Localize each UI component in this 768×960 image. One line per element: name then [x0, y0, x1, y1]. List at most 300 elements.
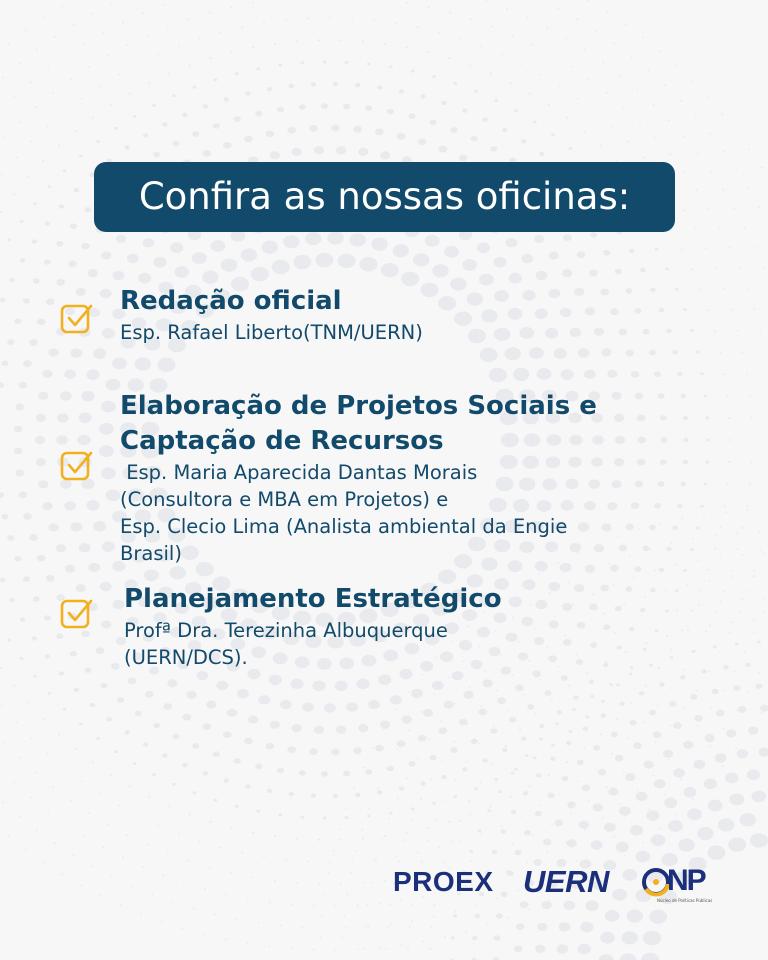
background-dot	[700, 289, 702, 291]
background-dot	[664, 794, 666, 796]
background-dot	[645, 685, 647, 687]
background-dot	[517, 641, 519, 643]
background-dot	[527, 704, 534, 710]
background-dot	[491, 26, 493, 28]
background-dot	[453, 914, 457, 917]
background-dot	[192, 743, 199, 749]
background-dot	[251, 267, 269, 281]
background-dot	[148, 796, 150, 798]
checkbox-check-icon	[60, 449, 94, 483]
background-dot	[640, 268, 645, 272]
background-dot	[589, 604, 598, 611]
background-dot	[107, 824, 109, 826]
background-dot	[323, 61, 327, 64]
background-dot	[192, 252, 207, 264]
background-dot	[584, 49, 586, 51]
background-dot	[645, 642, 647, 644]
background-dot	[723, 665, 728, 669]
background-dot	[202, 271, 218, 284]
background-dot	[595, 767, 597, 769]
background-dot	[335, 949, 337, 951]
background-dot	[556, 944, 568, 953]
background-dot	[355, 850, 357, 852]
background-dot	[549, 620, 559, 628]
background-dot	[566, 117, 568, 119]
background-dot	[27, 176, 29, 178]
background-dot	[728, 417, 730, 419]
background-dot	[353, 787, 355, 789]
background-dot	[387, 109, 394, 115]
background-dot	[186, 691, 196, 699]
background-dot	[451, 127, 458, 133]
background-dot	[182, 763, 187, 767]
background-dot	[540, 679, 542, 681]
background-dot	[252, 877, 254, 879]
background-dot	[47, 185, 51, 188]
background-dot	[383, 728, 385, 730]
background-dot	[719, 652, 721, 654]
background-dot	[19, 63, 21, 65]
background-dot	[692, 81, 694, 83]
background-dot	[56, 279, 65, 286]
background-dot	[88, 66, 90, 68]
background-dot	[521, 815, 523, 817]
background-dot	[601, 713, 606, 717]
background-dot	[83, 835, 85, 837]
background-dot	[411, 689, 423, 698]
background-dot	[631, 823, 633, 825]
background-dot	[462, 259, 477, 271]
background-dot	[432, 802, 436, 805]
background-dot	[214, 914, 216, 916]
background-dot	[85, 667, 92, 673]
background-dot	[700, 505, 704, 508]
background-dot	[386, 926, 388, 928]
background-dot	[752, 620, 754, 622]
background-dot	[351, 861, 353, 863]
background-dot	[76, 584, 86, 592]
background-dot	[483, 117, 488, 121]
background-dot	[692, 798, 694, 800]
background-dot	[616, 683, 620, 686]
background-dot	[469, 686, 471, 688]
background-dot	[644, 596, 646, 598]
background-dot	[210, 821, 212, 823]
background-dot	[409, 926, 411, 928]
background-dot	[519, 729, 521, 731]
background-dot	[474, 90, 478, 93]
background-dot	[537, 923, 547, 931]
background-dot	[193, 791, 197, 794]
background-dot	[435, 819, 437, 821]
background-dot	[642, 329, 649, 335]
background-dot	[668, 120, 670, 122]
background-dot	[614, 632, 616, 634]
background-dot	[719, 352, 721, 354]
background-dot	[114, 127, 118, 130]
background-dot	[369, 808, 371, 810]
background-dot	[474, 787, 478, 790]
background-dot	[561, 776, 568, 782]
background-dot	[523, 791, 528, 795]
background-dot	[658, 667, 660, 669]
background-dot	[465, 931, 467, 933]
background-dot	[158, 358, 176, 372]
background-dot	[515, 684, 524, 691]
background-dot	[422, 941, 424, 943]
background-dot	[569, 730, 573, 733]
background-dot	[432, 75, 436, 78]
background-dot	[88, 269, 98, 277]
background-dot	[535, 811, 542, 817]
background-dot	[118, 74, 120, 76]
background-dot	[15, 404, 24, 411]
background-dot	[305, 232, 321, 245]
background-dot	[759, 549, 761, 551]
background-dot	[498, 790, 502, 793]
background-dot	[100, 683, 107, 689]
background-dot	[335, 905, 337, 907]
background-dot	[683, 569, 687, 572]
background-dot	[522, 290, 535, 301]
background-dot	[636, 789, 638, 791]
background-dot	[521, 63, 523, 65]
background-dot	[649, 910, 667, 924]
background-dot	[61, 873, 63, 875]
background-dot	[364, 926, 366, 928]
background-dot	[116, 235, 126, 243]
background-dot	[182, 113, 187, 117]
background-dot	[318, 39, 320, 41]
background-dot	[759, 747, 768, 756]
background-dot	[43, 17, 45, 19]
background-dot	[549, 289, 561, 298]
background-dot	[695, 116, 697, 118]
background-dot	[646, 810, 659, 821]
background-dot	[63, 708, 67, 711]
background-dot	[624, 855, 626, 857]
background-dot	[747, 510, 749, 512]
background-dot	[594, 328, 604, 336]
background-dot	[79, 543, 91, 552]
background-dot	[88, 563, 100, 572]
background-dot	[569, 147, 573, 150]
background-dot	[31, 738, 33, 740]
background-dot	[168, 805, 170, 807]
background-dot	[512, 844, 514, 846]
background-dot	[44, 259, 51, 265]
background-dot	[102, 32, 104, 34]
background-dot	[563, 234, 572, 241]
background-dot	[759, 330, 761, 332]
background-dot	[454, 703, 456, 705]
background-dot	[345, 61, 349, 64]
background-dot	[442, 101, 447, 105]
background-dot	[746, 373, 748, 375]
background-dot	[477, 242, 490, 253]
background-dot	[25, 30, 27, 32]
background-dot	[620, 804, 622, 806]
background-dot	[56, 241, 63, 247]
background-dot	[455, 780, 457, 782]
background-dot	[256, 67, 260, 70]
background-dot	[764, 553, 766, 555]
background-dot	[406, 47, 408, 49]
background-dot	[336, 726, 346, 734]
background-dot	[427, 840, 429, 842]
background-dot	[9, 278, 14, 282]
background-dot	[23, 298, 30, 304]
background-dot	[554, 820, 563, 827]
background-dot	[441, 721, 443, 723]
background-dot	[587, 0, 589, 1]
background-dot	[389, 65, 393, 68]
background-dot	[267, 789, 272, 793]
background-dot	[548, 104, 550, 106]
background-dot	[454, 312, 472, 326]
background-dot	[411, 70, 415, 73]
background-dot	[270, 151, 280, 159]
background-dot	[654, 779, 666, 788]
background-dot	[722, 690, 724, 692]
background-dot	[324, 893, 326, 895]
background-dot	[470, 18, 472, 20]
background-dot	[570, 812, 572, 814]
background-dot	[603, 250, 610, 256]
background-dot	[329, 17, 331, 19]
background-dot	[633, 577, 635, 579]
background-dot	[52, 786, 54, 788]
background-dot	[290, 948, 292, 950]
background-dot	[534, 713, 536, 715]
background-dot	[490, 805, 492, 807]
background-dot	[345, 816, 349, 819]
background-dot	[690, 329, 694, 332]
background-dot	[698, 604, 700, 606]
background-dot	[750, 417, 752, 419]
background-dot	[29, 534, 38, 541]
background-dot	[110, 774, 112, 776]
background-dot	[681, 630, 683, 632]
background-dot	[38, 392, 48, 400]
background-dot	[93, 348, 106, 359]
background-dot	[178, 833, 180, 835]
workshop-title: Planejamento Estratégico	[124, 584, 502, 614]
background-dot	[665, 267, 669, 270]
workshop-title: Redação oficial	[120, 286, 342, 316]
background-dot	[462, 108, 467, 112]
background-dot	[708, 800, 723, 812]
background-dot	[373, 859, 375, 861]
background-dot	[729, 632, 731, 634]
background-dot	[255, 111, 262, 117]
background-dot	[453, 741, 455, 743]
background-dot	[723, 288, 725, 290]
background-dot	[746, 287, 748, 289]
background-dot	[7, 43, 9, 45]
background-dot	[7, 639, 11, 642]
background-dot	[719, 227, 721, 229]
background-dot	[649, 350, 656, 356]
background-dot	[162, 4, 164, 6]
background-dot	[513, 368, 529, 381]
background-dot	[746, 505, 748, 507]
background-dot	[418, 139, 427, 146]
background-dot	[751, 791, 766, 803]
background-dot	[32, 636, 37, 640]
background-dot	[600, 932, 615, 944]
background-dot	[749, 395, 751, 397]
background-dot	[551, 824, 553, 826]
background-dot	[61, 5, 63, 7]
background-dot	[379, 947, 381, 949]
workshop-title: Elaboração de Projetos Sociais e Captação de Recursos	[120, 391, 597, 456]
background-dot	[340, 39, 342, 41]
background-dot	[417, 852, 419, 854]
background-dot	[111, 663, 120, 670]
background-dot	[639, 691, 644, 695]
background-dot	[358, 724, 368, 732]
background-dot	[390, 695, 402, 704]
background-dot	[327, 232, 343, 245]
background-dot	[70, 79, 72, 81]
background-dot	[506, 8, 508, 10]
background-dot	[629, 249, 634, 253]
background-dot	[590, 232, 597, 238]
background-dot	[631, 56, 633, 58]
background-dot	[567, 839, 577, 847]
background-dot	[469, 850, 473, 853]
background-dot	[278, 64, 282, 67]
background-dot	[140, 913, 142, 915]
background-dot	[290, 679, 303, 690]
background-dot	[174, 266, 189, 278]
background-dot	[0, 211, 2, 213]
background-dot	[627, 910, 643, 923]
background-dot	[102, 846, 104, 848]
background-dot	[430, 755, 437, 761]
background-dot	[697, 827, 713, 840]
background-dot	[393, 244, 409, 257]
background-dot	[247, 943, 249, 945]
background-dot	[350, 872, 352, 874]
background-dot	[216, 681, 228, 690]
background-dot	[613, 836, 615, 838]
background-dot	[548, 793, 555, 799]
background-dot	[427, 51, 429, 53]
background-dot	[270, 721, 280, 729]
background-dot	[302, 702, 314, 711]
background-dot	[728, 837, 746, 851]
background-dot	[220, 847, 222, 849]
background-dot	[502, 748, 507, 752]
background-dot	[708, 580, 710, 582]
background-dot	[490, 73, 492, 75]
background-dot	[83, 43, 85, 45]
background-dot	[31, 141, 33, 143]
background-dot	[114, 750, 118, 753]
background-dot	[642, 37, 644, 39]
background-dot	[727, 483, 729, 485]
background-dot	[397, 748, 399, 750]
background-dot	[46, 298, 55, 305]
background-dot	[406, 2, 408, 4]
background-dot	[756, 683, 763, 689]
background-dot	[81, 631, 90, 638]
background-dot	[360, 257, 378, 271]
background-dot	[71, 522, 83, 531]
background-dot	[199, 38, 201, 40]
background-dot	[247, 898, 249, 900]
background-dot	[148, 82, 150, 84]
background-dot	[659, 51, 661, 53]
background-dot	[521, 139, 526, 143]
background-dot	[654, 371, 661, 377]
background-dot	[585, 715, 589, 718]
background-dot	[737, 330, 739, 332]
background-dot	[708, 671, 710, 673]
background-dot	[635, 566, 642, 572]
background-dot	[432, 681, 444, 690]
background-dot	[120, 904, 122, 906]
background-dot	[627, 141, 629, 143]
background-dot	[99, 793, 101, 795]
background-dot	[622, 931, 638, 944]
background-dot	[377, 790, 382, 794]
background-dot	[389, 904, 391, 906]
background-dot	[534, 637, 544, 645]
background-dot	[357, 949, 359, 951]
background-dot	[624, 23, 626, 25]
background-dot	[45, 654, 50, 658]
background-dot	[448, 677, 450, 679]
background-dot	[421, 674, 423, 676]
background-dot	[375, 860, 377, 862]
background-dot	[694, 760, 706, 769]
background-dot	[386, 768, 388, 770]
background-dot	[566, 741, 571, 745]
background-dot	[395, 856, 397, 858]
background-dot	[551, 55, 553, 57]
background-dot	[227, 709, 237, 717]
background-dot	[747, 769, 760, 780]
background-dot	[14, 556, 21, 562]
background-dot	[367, 63, 371, 66]
background-dot	[664, 85, 666, 87]
background-dot	[230, 6, 232, 8]
background-dot	[248, 716, 258, 724]
background-dot	[744, 651, 746, 653]
background-dot	[568, 581, 570, 583]
background-dot	[635, 308, 642, 314]
background-dot	[589, 270, 598, 277]
background-dot	[145, 691, 154, 698]
background-dot	[230, 872, 232, 874]
background-dot	[604, 823, 616, 832]
background-dot	[534, 235, 544, 243]
background-dot	[367, 815, 371, 818]
uern-logo: UERN	[523, 864, 609, 899]
background-dot	[129, 93, 131, 95]
background-dot	[486, 0, 488, 2]
background-dot	[706, 439, 710, 442]
background-dot	[490, 146, 497, 152]
background-dot	[153, 257, 166, 268]
background-dot	[311, 793, 316, 797]
background-dot	[729, 247, 731, 249]
background-dot	[751, 439, 753, 441]
background-dot	[345, 808, 347, 810]
